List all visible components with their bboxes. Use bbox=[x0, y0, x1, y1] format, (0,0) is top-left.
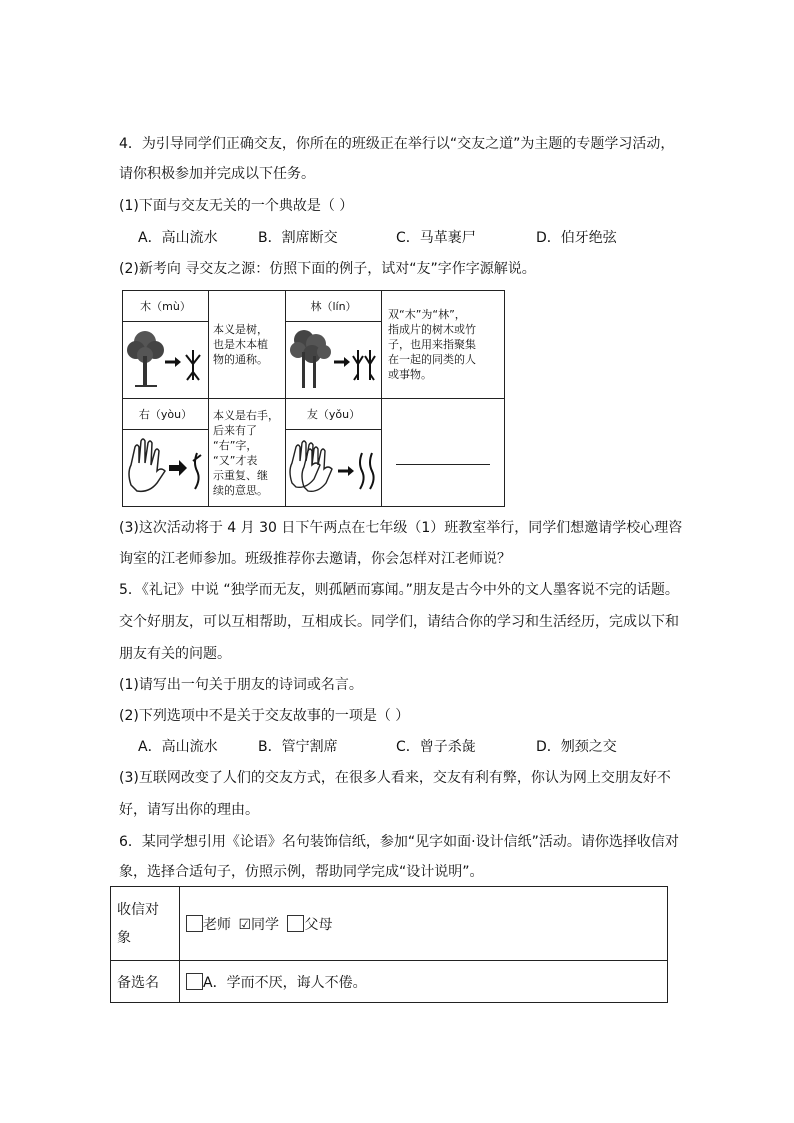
q4-sub3-line2: 询室的江老师参加。班级推荐你去邀请，你会怎样对江老师说？ bbox=[119, 551, 511, 567]
char-mu-desc: 本义是树， 也是木本植 物的通称。 bbox=[209, 291, 286, 399]
answer-blank-cell[interactable] bbox=[382, 399, 505, 507]
q5-intro-line3: 朋友有关的问题。 bbox=[119, 646, 231, 662]
candidate-options bbox=[180, 961, 668, 1003]
q4-option-c: C．马革裹尸 bbox=[396, 230, 476, 246]
forest-illustration bbox=[286, 322, 382, 399]
q4-option-d: D．伯牙绝弦 bbox=[536, 230, 617, 246]
q4-sub3-line1: (3)这次活动将于 4 月 30 日下午两点在七年级（1）班教室举行，同学们想邀请学校心理咨 bbox=[119, 520, 683, 536]
teacher-label: 老师 bbox=[203, 916, 231, 933]
char-mu-label: 木（mù） bbox=[123, 291, 209, 322]
q4-intro-line2: 请你积极参加并完成以下任务。 bbox=[119, 166, 315, 182]
q5-option-b: B．管宁割席 bbox=[258, 739, 338, 755]
answer-blank-line[interactable] bbox=[396, 464, 490, 465]
tree-to-glyph-icon bbox=[123, 322, 207, 394]
recipient-label: 收信对 象 bbox=[111, 887, 180, 961]
character-origin-table bbox=[122, 290, 505, 507]
q5-sub1: (1)请写出一句关于朋友的诗词或名言。 bbox=[119, 677, 363, 693]
q4-intro-line1: 4．为引导同学们正确交友，你所在的班级正在举行以“交友之道”为主题的专题学习活动， bbox=[119, 136, 675, 152]
candidate-label: 备选名 bbox=[111, 961, 180, 1003]
tree-illustration bbox=[123, 322, 209, 399]
classmate-label: 同学 bbox=[251, 916, 280, 933]
classmate-checkbox[interactable]: ☑ bbox=[238, 916, 252, 933]
option-a-text: A．学而不厌，诲人不倦。 bbox=[203, 974, 367, 991]
parents-checkbox[interactable] bbox=[287, 915, 304, 932]
char-you-friend-label: 友（yǒu） bbox=[286, 399, 382, 430]
q5-intro-line1: 5．《礼记》中说 “独学而无友，则孤陋而寡闻。”朋友是古今中外的文人墨客说不完的话题。 bbox=[119, 582, 679, 598]
q5-sub3-line1: (3)互联网改变了人们的交友方式，在很多人看来，交友有利有弊，你认为网上交朋友好不 bbox=[119, 770, 671, 786]
option-a-checkbox[interactable] bbox=[186, 973, 203, 990]
q6-intro-line2: 象，选择合适句子，仿照示例，帮助同学完成“设计说明”。 bbox=[119, 864, 484, 880]
hands-to-glyph-icon bbox=[286, 433, 380, 499]
forest-to-glyph-icon bbox=[286, 322, 380, 394]
q5-option-d: D．刎颈之交 bbox=[536, 739, 617, 755]
q5-intro-line2: 交个好朋友，可以互相帮助，互相成长。同学们，请结合你的学习和生活经历，完成以下和 bbox=[119, 614, 679, 630]
q6-intro-line1: 6．某同学想引用《论语》名句装饰信纸，参加“见字如面·设计信纸”活动。请你选择收信对 bbox=[119, 834, 679, 850]
char-lin-label: 林（lín） bbox=[286, 291, 382, 322]
q4-option-b: B．割席断交 bbox=[258, 230, 338, 246]
q5-option-a: A．高山流水 bbox=[138, 739, 218, 755]
char-you-right-desc: 本义是右手， 后来有了 “右”字， “又”才表 示重复、继 续的意思。 bbox=[209, 399, 286, 507]
q5-option-c: C．曾子杀彘 bbox=[396, 739, 476, 755]
char-lin-desc: 双“木”为“林”， 指成片的树木或竹 子，也用来指聚集 在一起的同类的人 或事物。 bbox=[382, 291, 505, 399]
q4-sub2: (2)新考向 寻交友之源：仿照下面的例子，试对“友”字作字源解说。 bbox=[119, 261, 536, 277]
q4-option-a: A．高山流水 bbox=[138, 230, 218, 246]
hand-to-glyph-icon bbox=[123, 433, 207, 499]
recipient-options bbox=[180, 887, 668, 961]
letter-design-table bbox=[110, 886, 668, 1003]
q5-sub3-line2: 好，请写出你的理由。 bbox=[119, 802, 259, 818]
q5-sub2: (2)下列选项中不是关于交友故事的一项是（ ） bbox=[119, 708, 410, 724]
hand-illustration bbox=[123, 430, 209, 507]
two-hands-illustration bbox=[286, 430, 382, 507]
char-you-right-label: 右（yòu） bbox=[123, 399, 209, 430]
q4-sub1: (1)下面与交友无关的一个典故是（ ） bbox=[119, 198, 354, 214]
teacher-checkbox[interactable] bbox=[186, 915, 203, 932]
parents-label: 父母 bbox=[304, 916, 333, 933]
